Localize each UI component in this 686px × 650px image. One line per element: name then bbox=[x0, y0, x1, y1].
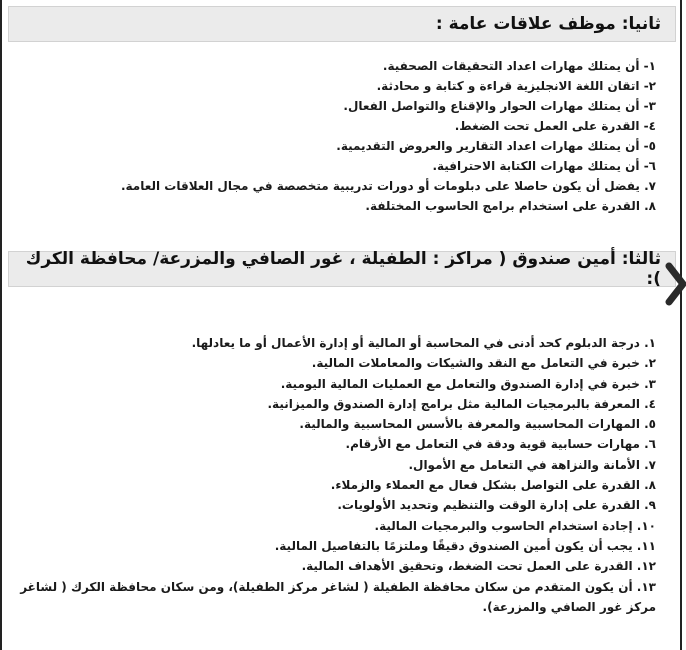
section-heading-box bbox=[8, 6, 676, 42]
list-item: ٤. المعرفة بالبرمجيات المالية مثل برامج إدارة الصندوق والميزانية. bbox=[267, 396, 656, 411]
list-item: ٨. القدرة على التواصل بشكل فعال مع العملاء والزملاء. bbox=[330, 478, 656, 493]
list-item: ٨. القدرة على استخدام برامج الحاسوب المختلفة. bbox=[365, 199, 656, 213]
list-item: ٥. المهارات المحاسبية والمعرفة بالأسس المحاسبية والمالية. bbox=[299, 417, 656, 432]
list-item: ٧. الأمانة والنزاهة في التعامل مع الأموال. bbox=[408, 457, 656, 472]
list-item: ١٠. إجادة استخدام الحاسوب والبرمجيات المالية. bbox=[374, 518, 656, 533]
list-item: ٢- اتقان اللغة الانجليزية قراءة و كتابة و محادثة. bbox=[376, 79, 656, 93]
chevron-right-icon[interactable] bbox=[664, 262, 686, 306]
list-item: ٣. خبرة في إدارة الصندوق والتعامل مع العمليات المالية اليومية. bbox=[280, 376, 656, 391]
list-item: ٣- أن يمتلك مهارات الحوار والإقناع والتواصل الفعال. bbox=[343, 99, 656, 113]
list-item: ٩. القدرة على إدارة الوقت والتنظيم وتحديد الأولويات. bbox=[337, 498, 656, 513]
list-item: ١. درجة الدبلوم كحد أدنى في المحاسبة أو المالية أو إدارة الأعمال أو ما يعادلها. bbox=[191, 336, 656, 350]
requirements-list bbox=[8, 56, 676, 216]
section-heading: ثالثا: أمين صندوق ( مراكز : الطفيلة ، غور الصافي والمزرعة/ محافظة الكرك ): bbox=[25, 249, 661, 289]
chevron-right-icon-glyph bbox=[664, 262, 686, 306]
list-item: ٤- القدرة على العمل تحت الضغط. bbox=[454, 119, 656, 133]
section-heading-box bbox=[8, 251, 676, 287]
list-item: ١٢. القدرة على العمل تحت الضغط، وتحقيق الأهداف المالية. bbox=[301, 559, 656, 574]
section-heading: ثانيا: موظف علاقات عامة : bbox=[435, 14, 661, 34]
list-item: ١- أن يمتلك مهارات اعداد التحقيقات الصحفية. bbox=[382, 59, 656, 73]
list-item: ٥- أن يمتلك مهارات اعداد التقارير والعروض التقديمية. bbox=[336, 139, 656, 153]
section-cashier bbox=[8, 251, 676, 617]
section-public-relations bbox=[8, 6, 676, 216]
list-item: ٦- أن يمتلك مهارات الكتابة الاحترافية. bbox=[432, 159, 656, 173]
list-item: ٢. خبرة في التعامل مع النقد والشيكات والمعاملات المالية. bbox=[311, 356, 656, 371]
requirements-list bbox=[8, 333, 676, 617]
list-item: ٧. يفضل أن يكون حاصلا على دبلومات أو دورات تدريبية متخصصة في مجال العلاقات العامة. bbox=[120, 179, 656, 193]
list-item: ٦. مهارات حسابية قوية ودقة في التعامل مع الأرقام. bbox=[345, 437, 656, 452]
list-item: ١١. يجب أن يكون أمين الصندوق دقيقًا وملتزمًا بالتفاصيل المالية. bbox=[274, 538, 656, 553]
list-item: ١٣. أن يكون المتقدم من سكان محافظة الطفيلة ( لشاغر مركز الطفيلة)، ومن سكان محافظة الكرك ( لشاغر مركز غور الصافي والمزرعة). bbox=[20, 579, 656, 614]
